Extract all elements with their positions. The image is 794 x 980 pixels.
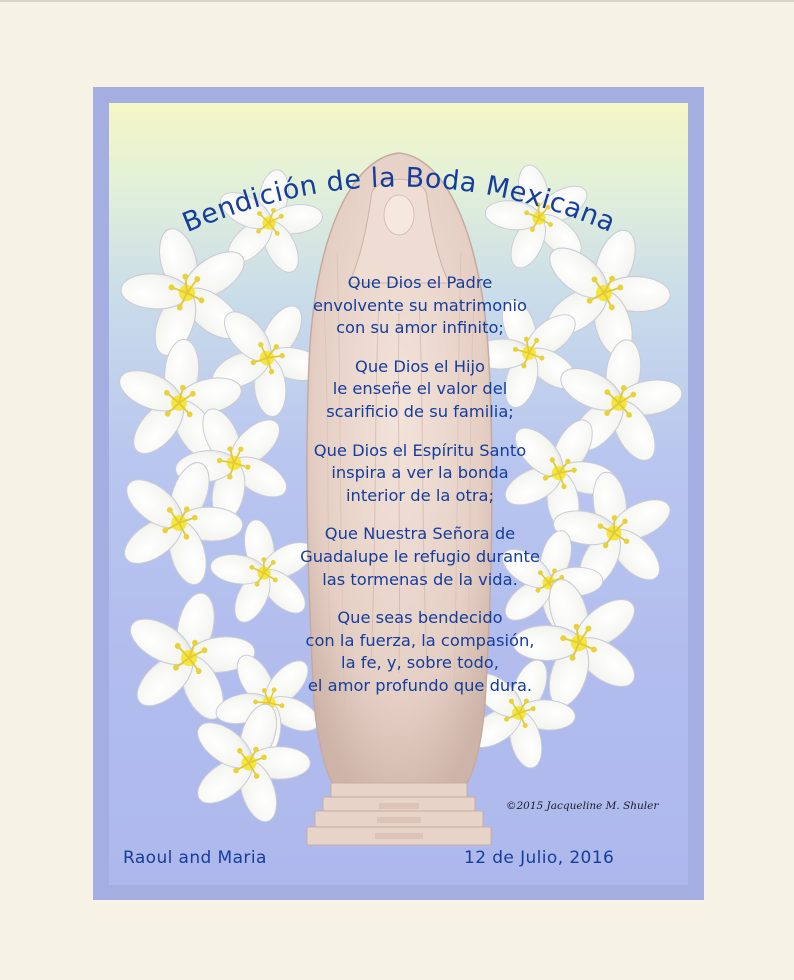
poem-line: Que Dios el Padre	[347, 273, 493, 292]
poem-stanza	[250, 523, 590, 591]
poem-stanza	[250, 272, 590, 340]
poem-stanza	[250, 607, 590, 697]
poem-line: inspira a ver la bonda	[331, 463, 509, 483]
poem-line: las tormenas de la vida.	[322, 569, 518, 589]
svg-text:Bendición de la Boda Mexicana	[178, 162, 620, 238]
blessing-poem	[250, 272, 590, 714]
wedding-date: 12 de Julio, 2016	[464, 848, 615, 868]
poem-line: con su amor infinito;	[336, 318, 504, 338]
poem-line: Que seas bendecido	[337, 608, 503, 628]
poem-line: scarificio de su familia;	[326, 401, 514, 421]
poem-line: la fe, y, sobre todo,	[341, 653, 499, 673]
copyright-notice: ©2015 Jacqueline M. Shuler	[506, 800, 659, 812]
poem-line: interior de la otra;	[346, 485, 494, 505]
poem-stanza	[250, 440, 590, 508]
title-arc	[109, 130, 688, 260]
poem-line: Que Nuestra Señora de	[324, 524, 516, 544]
poem-line: el amor profundo que dura.	[307, 675, 533, 695]
poem-line: Que Dios el Hijo	[355, 356, 485, 376]
poem-line: le enseñe el valor del	[332, 379, 508, 399]
couple-names: Raoul and Maria	[123, 848, 267, 868]
poem-line: envolvente su matrimonio	[312, 295, 528, 315]
poem-stanza	[250, 356, 590, 424]
page-title: Bendición de la Boda Mexicana	[178, 162, 620, 239]
poem-line: Que Dios el Espíritu Santo	[313, 440, 527, 460]
poem-line: con la fuerza, la compasión,	[305, 630, 535, 650]
poem-line: Guadalupe le refugio durante	[300, 546, 540, 566]
